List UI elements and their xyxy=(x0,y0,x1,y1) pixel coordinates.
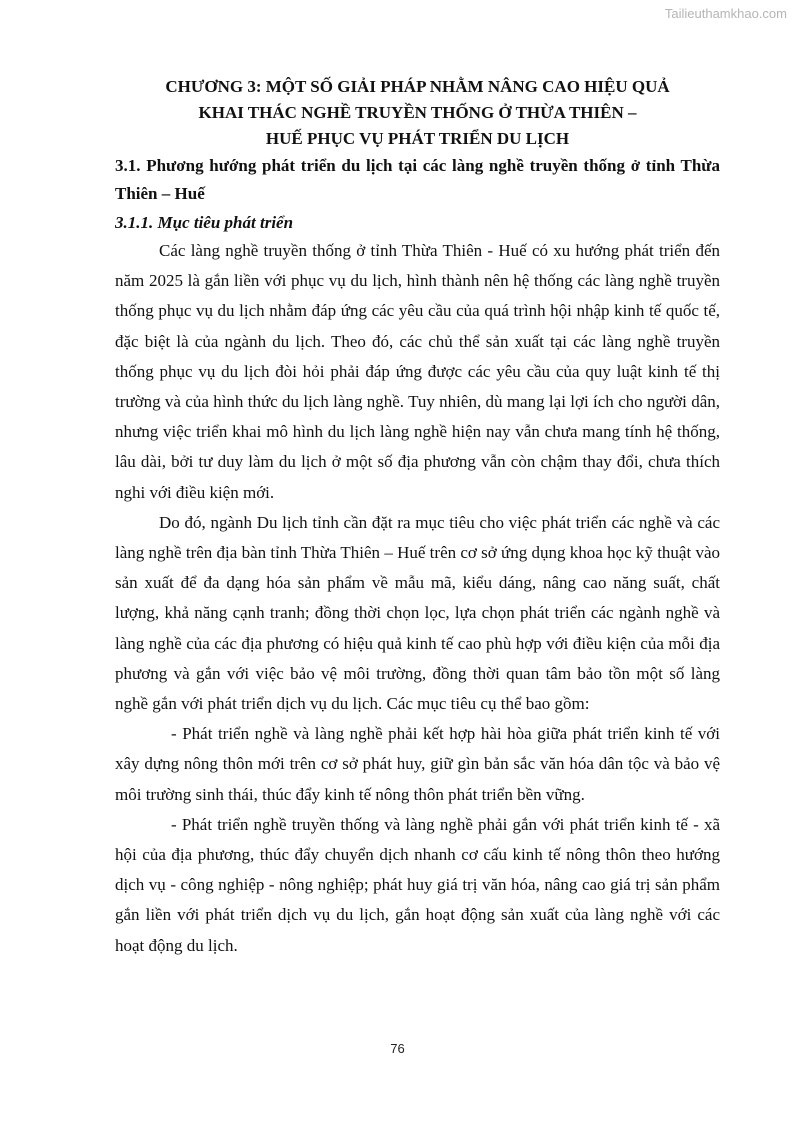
chapter-title-line: KHAI THÁC NGHỀ TRUYỀN THỐNG Ở THỪA THIÊN – xyxy=(198,103,637,122)
bullet-paragraph: - Phát triển nghề truyền thống và làng nghề phải gắn với phát triển kinh tế - xã hội của địa phương, thúc đẩy chuyển dịch nhanh cơ cấu kinh tế nông thôn theo hướng dịch vụ - công nghiệp - nông nghiệp; phát huy giá trị văn hóa, nâng cao giá trị sản phẩm gắn liền với phát triển dịch vụ du lịch, gắn hoạt động sản xuất của làng nghề với các hoạt động du lịch. xyxy=(115,814,720,955)
chapter-title-line: HUẾ PHỤC VỤ PHÁT TRIỂN DU LỊCH xyxy=(265,129,570,148)
chapter-title xyxy=(115,74,720,152)
paragraph: Do đó, ngành Du lịch tỉnh cần đặt ra mục tiêu cho việc phát triển các nghề và các làng nghề trên địa bàn tỉnh Thừa Thiên – Huế trên cơ sở ứng dụng khoa học kỹ thuật vào sản xuất để đa dạng hóa sản phẩm về mẫu mã, kiểu dáng, nâng cao năng suất, chất lượng, khả năng cạnh tranh; đồng thời chọn lọc, lựa chọn phát triển các ngành nghề và làng nghề của các địa phương có hiệu quả kinh tế cao phù hợp với điều kiện của mỗi địa phương và gắn với việc bảo vệ môi trường, đồng thời quan tâm bảo tồn một số làng nghề gắn với phát triển dịch vụ du lịch. Các mục tiêu cụ thể bao gồm: xyxy=(115,512,720,714)
bullet-paragraph: - Phát triển nghề và làng nghề phải kết hợp hài hòa giữa phát triển kinh tế với xây dựng nông thôn mới trên cơ sở phát huy, giữ gìn bản sắc văn hóa dân tộc và bảo vệ môi trường sinh thái, thúc đẩy kinh tế nông thôn phát triển bền vững. xyxy=(115,724,720,804)
paragraph: Các làng nghề truyền thống ở tỉnh Thừa Thiên - Huế có xu hướng phát triển đến năm 2025 là gắn liền với phục vụ du lịch, hình thành nên hệ thống các làng nghề truyền thống phục vụ du lịch nhằm đáp ứng các yêu cầu của quá trình hội nhập kinh tế quốc tế, đặc biệt là của ngành du lịch. Theo đó, các chủ thể sản xuất tại các làng nghề truyền thống phục vụ du lịch đòi hỏi phải đáp ứng được các yêu cầu của quy luật kinh tế thị trường và của hình thức du lịch làng nghề. Tuy nhiên, dù mang lại lợi ích cho người dân, nhưng việc triển khai mô hình du lịch làng nghề hiện nay vẫn chưa mang tính hệ thống, lâu dài, bởi tư duy làm du lịch ở một số địa phương vẫn còn chậm thay đổi, chưa thích nghi với điều kiện mới. xyxy=(115,241,720,502)
watermark: Tailieuthamkhao.com xyxy=(664,6,787,21)
subsection-heading: 3.1.1. Mục tiêu phát triển xyxy=(115,213,294,232)
page-number: 76 xyxy=(390,1041,405,1056)
page-content xyxy=(115,74,720,961)
chapter-title-line: CHƯƠNG 3: MỘT SỐ GIẢI PHÁP NHẰM NÂNG CAO HIỆU QUẢ xyxy=(165,77,670,96)
section-heading: 3.1. Phương hướng phát triển du lịch tại các làng nghề truyền thống ở tỉnh Thừa Thiên – Huế xyxy=(115,156,720,203)
